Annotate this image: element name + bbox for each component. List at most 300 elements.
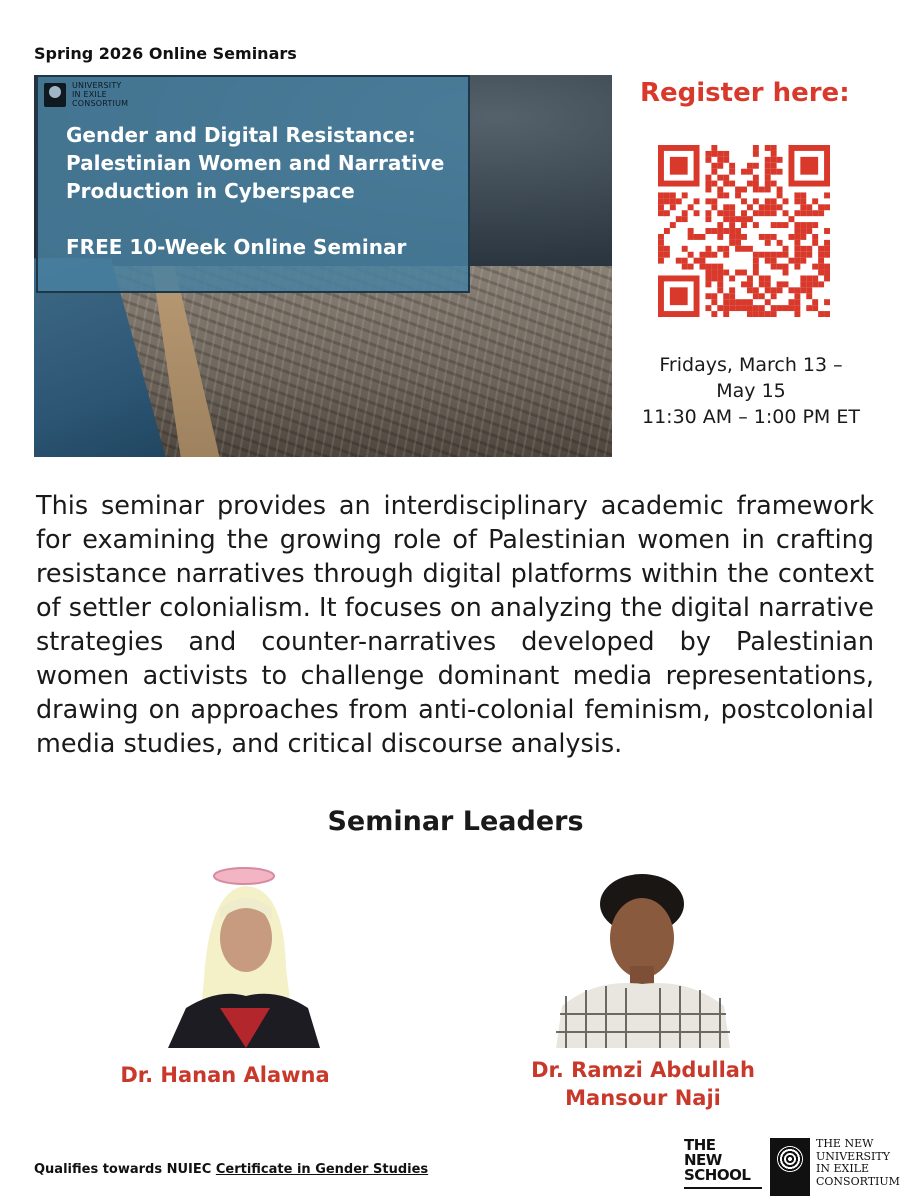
qr-module (783, 252, 789, 258)
qr-module (729, 287, 735, 293)
qr-module (723, 305, 729, 311)
qr-module (777, 187, 783, 193)
qr-module (771, 252, 777, 258)
seminar-subtitle: FREE 10-Week Online Seminar (66, 235, 407, 259)
qr-module (812, 210, 818, 216)
qr-module (729, 204, 735, 210)
qr-module (794, 311, 800, 317)
qr-module (717, 151, 723, 157)
qr-module (794, 258, 800, 264)
qr-module (670, 192, 676, 198)
qr-module (777, 157, 783, 163)
qr-module (741, 169, 747, 175)
qr-module (753, 181, 759, 187)
qr-module (818, 210, 824, 216)
qr-module (800, 275, 806, 281)
qr-module (794, 210, 800, 216)
qr-module (812, 264, 818, 270)
logo-line: THE (684, 1136, 716, 1154)
hero-image (34, 75, 612, 457)
qr-module (711, 181, 717, 187)
qr-module (717, 270, 723, 276)
qr-module (747, 299, 753, 305)
qr-module (705, 187, 711, 193)
qr-module (800, 210, 806, 216)
qr-module (705, 264, 711, 270)
qr-module (717, 228, 723, 234)
qr-module (777, 281, 783, 287)
qr-module (753, 163, 759, 169)
qr-module (753, 222, 759, 228)
qr-module (753, 264, 759, 270)
qr-module (676, 198, 682, 204)
logo-line: NEW (684, 1151, 722, 1169)
qr-module (711, 145, 717, 151)
schedule (640, 352, 862, 430)
qr-module (747, 181, 753, 187)
seminar-title: Gender and Digital Resistance: Palestinian Women and Narrative Production in Cyberspace (66, 123, 445, 203)
qr-module (765, 157, 771, 163)
qr-module (783, 210, 789, 216)
qr-module (812, 281, 818, 287)
qr-module (700, 264, 706, 270)
qr-module (765, 252, 771, 258)
qr-module (711, 228, 717, 234)
qr-module (783, 281, 789, 287)
qr-module (664, 198, 670, 204)
qr-module (753, 187, 759, 193)
qr-module (765, 299, 771, 305)
qr-module (800, 252, 806, 258)
qr-module (777, 192, 783, 198)
qr-module (741, 281, 747, 287)
qr-module (765, 198, 771, 204)
qr-module (723, 252, 729, 258)
qr-module (794, 192, 800, 198)
leaders-heading: Seminar Leaders (327, 806, 584, 837)
qr-module (694, 234, 700, 240)
qr-module (771, 198, 777, 204)
qr-module (759, 204, 765, 210)
qr-module (777, 240, 783, 246)
qr-module (771, 169, 777, 175)
qr-module (723, 175, 729, 181)
qr-module (741, 234, 747, 240)
qr-module (664, 252, 670, 258)
qr-module (753, 210, 759, 216)
qr-module (806, 281, 812, 287)
qr-module (806, 210, 812, 216)
qr-module (771, 222, 777, 228)
qr-module (765, 281, 771, 287)
qr-module (723, 210, 729, 216)
qr-module (753, 145, 759, 151)
qr-module (783, 305, 789, 311)
qr-module (794, 264, 800, 270)
qr-module (729, 305, 735, 311)
qr-module (658, 204, 664, 210)
leader-name-hanan: Dr. Hanan Alawna (120, 1063, 330, 1087)
qr-module (824, 204, 830, 210)
qr-module (705, 181, 711, 187)
qr-module (800, 222, 806, 228)
portrait-ramzi-naji (556, 866, 730, 1048)
qr-module (729, 299, 735, 305)
qr-module (711, 293, 717, 299)
qr-module (735, 270, 741, 276)
qr-module (682, 264, 688, 270)
qr-module (705, 275, 711, 281)
qr-module (705, 175, 711, 181)
qr-module (741, 222, 747, 228)
qr-module (705, 293, 711, 299)
qr-module (818, 270, 824, 276)
qr-module (794, 287, 800, 293)
nuiec-logo (770, 1138, 910, 1198)
qr-module (747, 246, 753, 252)
qr-module (800, 234, 806, 240)
qr-module (735, 305, 741, 311)
qr-module (794, 198, 800, 204)
mini-logo-line: IN EXILE (72, 90, 107, 99)
qr-module (771, 163, 777, 169)
qr-module (759, 293, 765, 299)
qr-module (824, 299, 830, 305)
qr-module (705, 270, 711, 276)
qr-module (812, 240, 818, 246)
qr-module (723, 228, 729, 234)
qr-module (658, 210, 664, 216)
leader-name-line: Mansour Naji (565, 1086, 721, 1110)
qr-module (705, 228, 711, 234)
qr-module (729, 181, 735, 187)
tree-logo-icon (770, 1138, 810, 1196)
registration-qr-code[interactable] (658, 145, 830, 317)
qr-module (741, 216, 747, 222)
qr-module (812, 198, 818, 204)
qr-module (794, 252, 800, 258)
qr-module (788, 258, 794, 264)
qr-module (812, 234, 818, 240)
qr-module (818, 281, 824, 287)
qr-module (735, 240, 741, 246)
qr-module (723, 157, 729, 163)
qr-module (688, 204, 694, 210)
qr-module (723, 216, 729, 222)
qr-module (759, 210, 765, 216)
qr-module (753, 258, 759, 264)
qr-module (729, 169, 735, 175)
qr-module (794, 222, 800, 228)
qr-module (729, 222, 735, 228)
qr-module (759, 311, 765, 317)
qr-module (824, 240, 830, 246)
qr-module (806, 287, 812, 293)
qr-module (753, 198, 759, 204)
qr-module (729, 210, 735, 216)
qr-module (753, 252, 759, 258)
qr-module (723, 270, 729, 276)
qr-module (771, 151, 777, 157)
qr-finder-inner (670, 287, 688, 305)
qr-module (783, 198, 789, 204)
schedule-days: Fridays, March 13 – May 15 (659, 354, 843, 402)
qr-module (694, 258, 700, 264)
series-label: Spring 2026 Online Seminars (34, 44, 297, 63)
qr-module (723, 181, 729, 187)
qr-module (806, 228, 812, 234)
qr-module (729, 240, 735, 246)
qr-module (664, 246, 670, 252)
qr-module (800, 258, 806, 264)
qr-module (759, 252, 765, 258)
qr-module (676, 216, 682, 222)
qr-module (818, 246, 824, 252)
qr-module (818, 311, 824, 317)
qr-module (705, 216, 711, 222)
qr-module (777, 222, 783, 228)
qr-module (741, 198, 747, 204)
mini-logo-text (72, 81, 128, 108)
qr-module (682, 192, 688, 198)
nuiec-logo-text (816, 1138, 900, 1198)
qr-module (717, 210, 723, 216)
qr-module (824, 228, 830, 234)
qr-module (705, 157, 711, 163)
qr-module (694, 198, 700, 204)
qr-module (735, 216, 741, 222)
qr-module (705, 246, 711, 252)
qr-module (794, 234, 800, 240)
qr-module (676, 258, 682, 264)
qr-module (771, 258, 777, 264)
qr-module (753, 311, 759, 317)
qr-module (771, 210, 777, 216)
qr-module (664, 210, 670, 216)
qr-module (711, 299, 717, 305)
qr-module (688, 252, 694, 258)
qr-module (711, 151, 717, 157)
logo-line: CONSORTIUM (816, 1174, 900, 1188)
qr-module (765, 175, 771, 181)
qr-module (723, 299, 729, 305)
qr-module (765, 275, 771, 281)
certificate-note (34, 1162, 428, 1177)
qr-module (729, 216, 735, 222)
qr-module (824, 270, 830, 276)
qr-module (735, 246, 741, 252)
qr-module (753, 305, 759, 311)
qr-module (806, 275, 812, 281)
qr-module (771, 264, 777, 270)
qr-module (800, 228, 806, 234)
qr-module (788, 216, 794, 222)
qr-module (765, 234, 771, 240)
qr-module (765, 163, 771, 169)
register-label: Register here: (640, 78, 850, 108)
qr-module (735, 234, 741, 240)
qr-module (759, 187, 765, 193)
qr-module (759, 234, 765, 240)
qr-module (705, 281, 711, 287)
qr-module (765, 187, 771, 193)
qr-module (658, 258, 664, 264)
qr-module (824, 252, 830, 258)
qr-module (717, 163, 723, 169)
qr-module (800, 246, 806, 252)
qr-module (658, 198, 664, 204)
qr-module (806, 222, 812, 228)
qr-module (747, 311, 753, 317)
qr-module (723, 192, 729, 198)
qr-module (717, 264, 723, 270)
qr-module (717, 234, 723, 240)
mini-logo-line: UNIVERSITY (72, 81, 122, 90)
logo-line: SCHOOL (684, 1166, 751, 1184)
qr-module (753, 151, 759, 157)
qr-module (824, 275, 830, 281)
qr-module (729, 163, 735, 169)
qr-module (771, 145, 777, 151)
qr-module (688, 228, 694, 234)
qr-module (771, 204, 777, 210)
qr-module (783, 222, 789, 228)
qr-module (711, 198, 717, 204)
qr-module (658, 246, 664, 252)
qr-module (747, 216, 753, 222)
qr-module (658, 252, 664, 258)
qr-module (777, 252, 783, 258)
qr-module (664, 228, 670, 234)
qr-module (765, 169, 771, 175)
qr-module (741, 210, 747, 216)
certificate-link[interactable]: Certificate in Gender Studies (215, 1162, 429, 1177)
qr-module (759, 275, 765, 281)
qr-module (670, 198, 676, 204)
qr-module (777, 305, 783, 311)
qr-module (765, 258, 771, 264)
logo-line: THE NEW (816, 1137, 874, 1150)
tree-logo-icon (44, 83, 66, 107)
qr-module (711, 169, 717, 175)
leader-name-line: Dr. Ramzi Abdullah (531, 1058, 755, 1082)
qr-module (723, 246, 729, 252)
qr-module (723, 151, 729, 157)
qr-module (741, 246, 747, 252)
qr-module (812, 305, 818, 311)
qr-module (794, 293, 800, 299)
qr-module (812, 275, 818, 281)
qr-module (723, 311, 729, 317)
qr-module (818, 252, 824, 258)
qr-module (800, 287, 806, 293)
qr-module (800, 192, 806, 198)
qr-module (711, 264, 717, 270)
qr-module (759, 281, 765, 287)
qr-module (711, 311, 717, 317)
qr-module (753, 270, 759, 276)
qr-module (800, 281, 806, 287)
title-panel (36, 75, 470, 293)
qr-module (765, 145, 771, 151)
logo-divider (684, 1187, 762, 1189)
qr-module (723, 293, 729, 299)
qr-module (824, 264, 830, 270)
qr-module (777, 287, 783, 293)
qr-module (788, 287, 794, 293)
leader-name-ramzi (498, 1056, 788, 1112)
qr-module (818, 258, 824, 264)
qr-module (723, 204, 729, 210)
qr-module (658, 192, 664, 198)
qr-module (806, 246, 812, 252)
qr-module (711, 270, 717, 276)
qr-finder-inner (800, 157, 818, 175)
qr-module (705, 198, 711, 204)
qr-module (759, 305, 765, 311)
qr-module (670, 222, 676, 228)
qr-module (741, 299, 747, 305)
qr-module (753, 287, 759, 293)
qr-module (717, 287, 723, 293)
qr-module (717, 175, 723, 181)
qr-module (783, 270, 789, 276)
qr-module (747, 305, 753, 311)
qr-module (824, 311, 830, 317)
qr-module (705, 305, 711, 311)
qr-module (682, 258, 688, 264)
qr-module (711, 275, 717, 281)
qr-module (658, 234, 664, 240)
schedule-time: 11:30 AM – 1:00 PM ET (642, 406, 860, 428)
qr-module (705, 252, 711, 258)
qr-module (806, 252, 812, 258)
qr-module (800, 198, 806, 204)
qr-module (717, 246, 723, 252)
logo-line: IN EXILE (816, 1162, 870, 1175)
qr-module (765, 181, 771, 187)
qr-module (747, 163, 753, 169)
qr-module (765, 287, 771, 293)
qr-module (765, 210, 771, 216)
qr-module (794, 305, 800, 311)
qr-module (765, 311, 771, 317)
qr-module (711, 252, 717, 258)
qr-module (771, 311, 777, 317)
qr-module (735, 228, 741, 234)
qr-module (717, 275, 723, 281)
qr-module (670, 204, 676, 210)
qr-module (788, 234, 794, 240)
portrait-hanan-alawna (158, 858, 326, 1048)
qr-module (771, 234, 777, 240)
qr-module (765, 240, 771, 246)
qr-module (688, 264, 694, 270)
qr-module (717, 187, 723, 193)
qr-module (741, 305, 747, 311)
qr-module (741, 270, 747, 276)
qr-module (717, 305, 723, 311)
qr-module (688, 234, 694, 240)
qr-module (735, 187, 741, 193)
qr-module (806, 305, 812, 311)
qr-module (700, 258, 706, 264)
qr-module (818, 204, 824, 210)
qr-module (741, 187, 747, 193)
qr-finder-inner (670, 157, 688, 175)
new-school-logo (684, 1138, 762, 1183)
qr-module (735, 192, 741, 198)
